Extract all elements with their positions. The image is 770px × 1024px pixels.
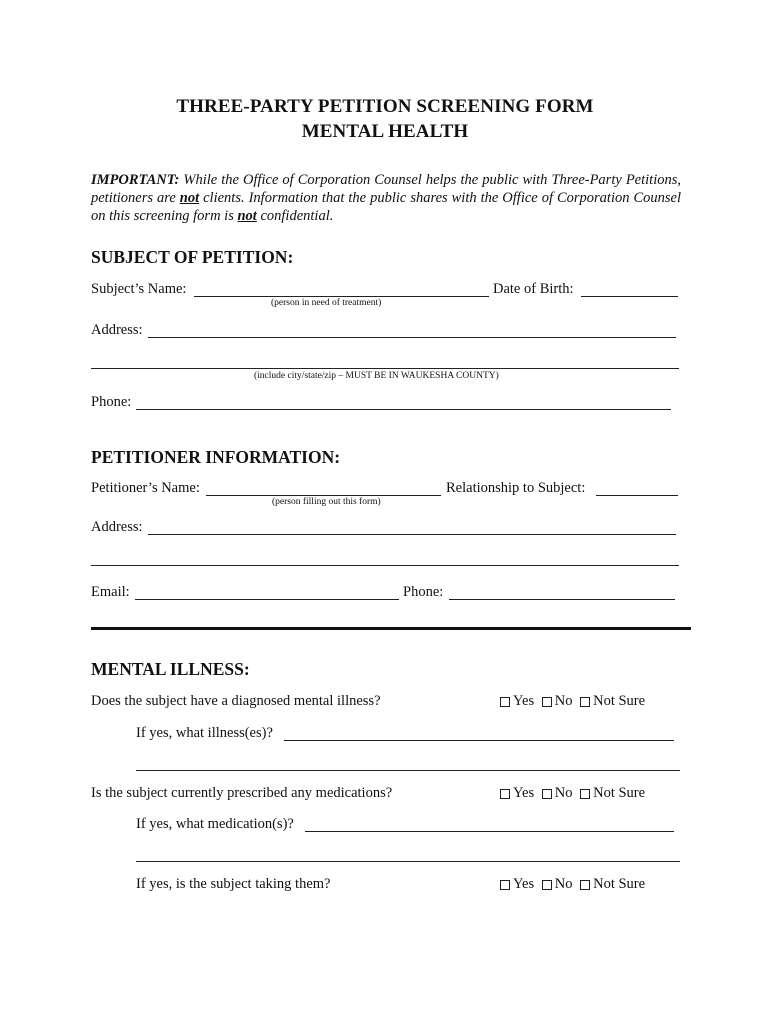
important-text-2: clients. Information that the public shares with the Office of Corporation Counsel on this screening form is — [91, 190, 682, 224]
form-title: THREE-PARTY PETITION SCREENING FORM — [176, 96, 594, 117]
checkbox-icon[interactable] — [542, 880, 552, 890]
not-emphasis-1: not — [179, 190, 200, 206]
diagnosed-options — [500, 693, 649, 712]
section-divider — [91, 627, 691, 630]
taking-options — [500, 876, 649, 895]
option-yes[interactable]: Yes — [500, 876, 534, 893]
subject-address-field[interactable] — [148, 337, 676, 338]
option-not-sure[interactable]: Not Sure — [580, 785, 645, 802]
petitioner-phone-label: Phone: — [403, 584, 444, 600]
medications-options — [500, 785, 649, 804]
form-subtitle: MENTAL HEALTH — [301, 121, 469, 142]
checkbox-icon[interactable] — [500, 697, 510, 707]
option-yes[interactable]: Yes — [500, 785, 534, 802]
email-label: Email: — [91, 584, 130, 600]
checkbox-icon[interactable] — [500, 789, 510, 799]
medication-followup-label: If yes, what medication(s)? — [136, 816, 294, 832]
subject-address-note: (include city/state/zip – MUST BE IN WAUKESHA COUNTY) — [254, 371, 499, 381]
not-emphasis-2: not — [237, 208, 257, 224]
petitioner-name-field[interactable] — [206, 495, 441, 496]
option-not-sure[interactable]: Not Sure — [580, 693, 645, 710]
illness-field-2[interactable] — [136, 770, 680, 771]
checkbox-icon[interactable] — [500, 880, 510, 890]
question-medications: Is the subject currently prescribed any medications? — [91, 785, 393, 801]
illness-followup-label: If yes, what illness(es)? — [136, 725, 273, 741]
subject-address-field-2[interactable] — [91, 368, 679, 369]
dob-label: Date of Birth: — [493, 281, 574, 297]
subject-name-label: Subject’s Name: — [91, 281, 187, 297]
petitioner-name-label: Petitioner’s Name: — [91, 480, 200, 496]
checkbox-icon[interactable] — [580, 697, 590, 707]
checkbox-icon[interactable] — [542, 697, 552, 707]
medication-field-2[interactable] — [136, 861, 680, 862]
important-notice — [91, 171, 681, 225]
relationship-field[interactable] — [596, 495, 678, 496]
checkbox-icon[interactable] — [580, 789, 590, 799]
subject-heading: SUBJECT OF PETITION: — [91, 247, 294, 267]
option-no[interactable]: No — [542, 693, 573, 710]
petitioner-name-note: (person filling out this form) — [272, 497, 381, 507]
medication-field[interactable] — [305, 831, 674, 832]
dob-field[interactable] — [581, 296, 678, 297]
petitioner-address-label: Address: — [91, 519, 143, 535]
subject-name-note: (person in need of treatment) — [271, 298, 382, 308]
important-label: IMPORTANT: — [91, 172, 180, 188]
subject-address-label: Address: — [91, 322, 143, 338]
subject-phone-label: Phone: — [91, 394, 132, 410]
checkbox-icon[interactable] — [580, 880, 590, 890]
option-yes[interactable]: Yes — [500, 693, 534, 710]
petitioner-address-field-2[interactable] — [91, 565, 679, 566]
option-no[interactable]: No — [542, 876, 573, 893]
option-not-sure[interactable]: Not Sure — [580, 876, 645, 893]
petitioner-address-field[interactable] — [148, 534, 676, 535]
important-text-1: While the Office of Corporation Counsel helps the public with Three-Party Petitions, petitioners are — [91, 172, 681, 206]
important-text-3: confidential. — [256, 208, 334, 224]
question-diagnosed: Does the subject have a diagnosed mental illness? — [91, 693, 381, 709]
mental-illness-heading: MENTAL ILLNESS: — [91, 659, 250, 679]
subject-name-field[interactable] — [194, 296, 489, 297]
petitioner-heading: PETITIONER INFORMATION: — [91, 447, 341, 467]
petitioner-phone-field[interactable] — [449, 599, 675, 600]
question-taking: If yes, is the subject taking them? — [136, 876, 331, 892]
option-no[interactable]: No — [542, 785, 573, 802]
subject-phone-field[interactable] — [136, 409, 671, 410]
relationship-label: Relationship to Subject: — [446, 480, 586, 496]
checkbox-icon[interactable] — [542, 789, 552, 799]
email-field[interactable] — [135, 599, 399, 600]
illness-field[interactable] — [284, 740, 674, 741]
